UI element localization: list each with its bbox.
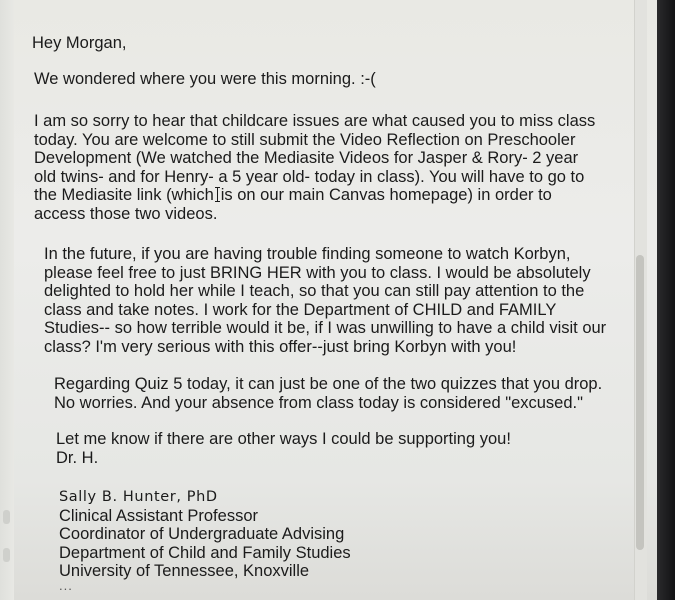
signature-more-ellipsis[interactable]: ... — [59, 577, 73, 593]
monitor-bezel — [657, 0, 675, 600]
paragraph-line: No worries. And your absence from class today is considered "excused." — [54, 393, 583, 412]
paragraph-line: I am so sorry to hear that childcare issues are what caused you to miss class — [34, 112, 596, 130]
email-paragraph-future — [44, 245, 606, 356]
paragraph-line: today. You are welcome to still submit the Video Reflection on Preschooler — [34, 130, 576, 149]
paragraph-line: In the future, if you are having trouble finding someone to watch Korbyn, — [44, 245, 571, 263]
email-signature — [59, 488, 351, 591]
paragraph-line — [34, 186, 595, 205]
closing-signoff: Dr. H. — [56, 448, 99, 467]
paragraph-line: Development (We watched the Mediasite Videos for Jasper & Rory- 2 year — [34, 149, 579, 167]
signature-name: Sally B. Hunter, PhD — [59, 489, 218, 505]
paragraph-line: delighted to hold her while I teach, so that you can still pay attention to the — [44, 282, 585, 300]
line-segment: the Mediasite link (which — [34, 186, 214, 204]
email-intro: We wondered where you were this morning. :-( — [34, 70, 376, 88]
paragraph-line: Studies-- so how terrible would it be, if I was unwilling to have a child visit our — [44, 319, 607, 337]
paragraph-line: old twins- and for Henry- a 5 year old- today in class). You will have to go to — [34, 167, 585, 186]
signature-department: Department of Child and Family Studies — [59, 543, 351, 562]
signature-institution: University of Tennessee, Knoxville — [59, 562, 310, 580]
scrollbar-thumb[interactable] — [636, 255, 644, 550]
gutter-marker — [3, 510, 10, 524]
paragraph-line: Regarding Quiz 5 today, it can just be one of the two quizzes that you drop. — [54, 375, 603, 393]
closing-line: Let me know if there are other ways I could be supporting you! — [56, 430, 511, 448]
signature-role: Coordinator of Undergraduate Advising — [59, 525, 345, 543]
text-cursor-icon — [215, 187, 220, 202]
paragraph-line: access those two videos. — [34, 204, 218, 223]
email-greeting: Hey Morgan, — [32, 34, 127, 52]
paragraph-line: class and take notes. I work for the Department of CHILD and FAMILY — [44, 300, 557, 319]
gutter-marker — [3, 548, 10, 562]
email-closing — [56, 430, 511, 467]
left-gutter — [0, 0, 14, 600]
email-paragraph-quiz — [54, 375, 602, 412]
signature-title: Clinical Assistant Professor — [59, 506, 258, 525]
paragraph-line: class? I'm very serious with this offer--just bring Korbyn with you! — [44, 337, 517, 356]
paragraph-line: please feel free to just BRING HER with you to class. I would be absolutely — [44, 263, 591, 282]
line-segment: is on our main Canvas homepage) in order to — [220, 186, 552, 204]
email-paragraph-childcare — [34, 112, 595, 223]
